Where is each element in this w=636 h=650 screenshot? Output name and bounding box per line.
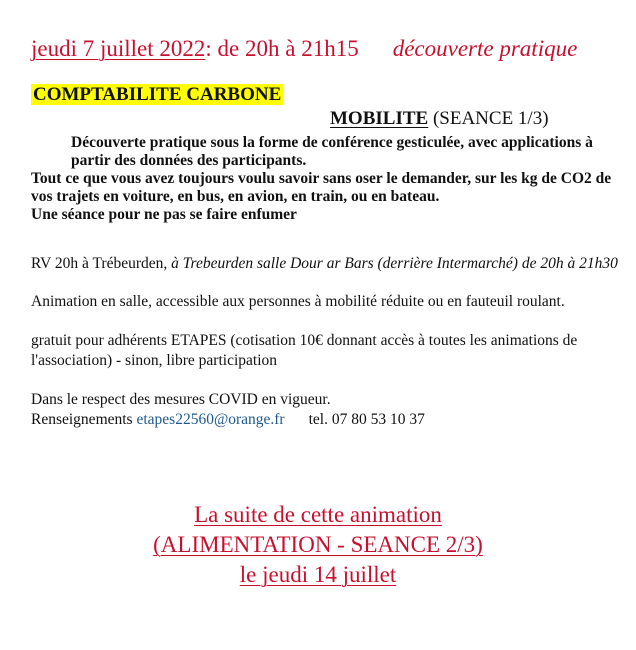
next-session-line-2: [0, 532, 636, 558]
venue-line: [31, 254, 618, 274]
event-kind: découverte pratique: [392, 36, 578, 61]
contact-label: Renseignements: [31, 411, 137, 428]
next-session-text-1: La suite de cette animation: [194, 502, 442, 527]
price-line: gratuit pour adhérents ETAPES (cotisation 10€ donnant accès à toutes les animations de l'association) - sinon, libre participation: [31, 332, 578, 369]
venue-place: à Trebeurden salle Dour ar Bars (derrière Intermarché) de 20h à 21h30: [171, 255, 618, 272]
next-session-text-2: (ALIMENTATION - SEANCE 2/3): [153, 532, 483, 557]
next-session-line-3: [0, 562, 636, 588]
access-line: Animation en salle, accessible aux personnes à mobilité réduite ou en fauteuil roulant.: [31, 293, 565, 310]
next-session-text-3: le jeudi 14 juillet: [239, 562, 397, 587]
topic-session: (SEANCE 1/3): [428, 108, 549, 129]
topic-subtitle: [330, 108, 549, 130]
intro-line-3: Une séance pour ne pas se faire enfumer: [31, 206, 297, 223]
event-heading: [31, 36, 577, 62]
next-session-line-1: [0, 502, 636, 528]
covid-line: Dans le respect des mesures COVID en vigueur.: [31, 391, 331, 408]
intro-text: [31, 134, 621, 224]
venue-rv: RV 20h à Trébeurden,: [31, 255, 172, 272]
contact-email-link[interactable]: etapes22560@orange.fr: [136, 411, 285, 428]
topic-title: [31, 84, 283, 106]
intro-line-2: Tout ce que vous avez toujours voulu savoir sans oser le demander, sur les kg de CO2 de vos trajets en voiture, en bus, en avion, en train, ou en bateau.: [31, 170, 612, 205]
contact-line: [31, 410, 425, 430]
event-time: : de 20h à 21h15: [205, 36, 359, 61]
topic-title-text: COMPTABILITE CARBONE: [33, 84, 282, 105]
intro-line-1: Découverte pratique sous la forme de conférence gesticulée, avec applications à partir des données des participants.: [71, 134, 593, 169]
topic-subtitle-text: MOBILITE: [330, 108, 429, 129]
contact-phone: tel. 07 80 53 10 37: [308, 411, 425, 428]
event-date: jeudi 7 juillet 2022: [31, 36, 206, 61]
